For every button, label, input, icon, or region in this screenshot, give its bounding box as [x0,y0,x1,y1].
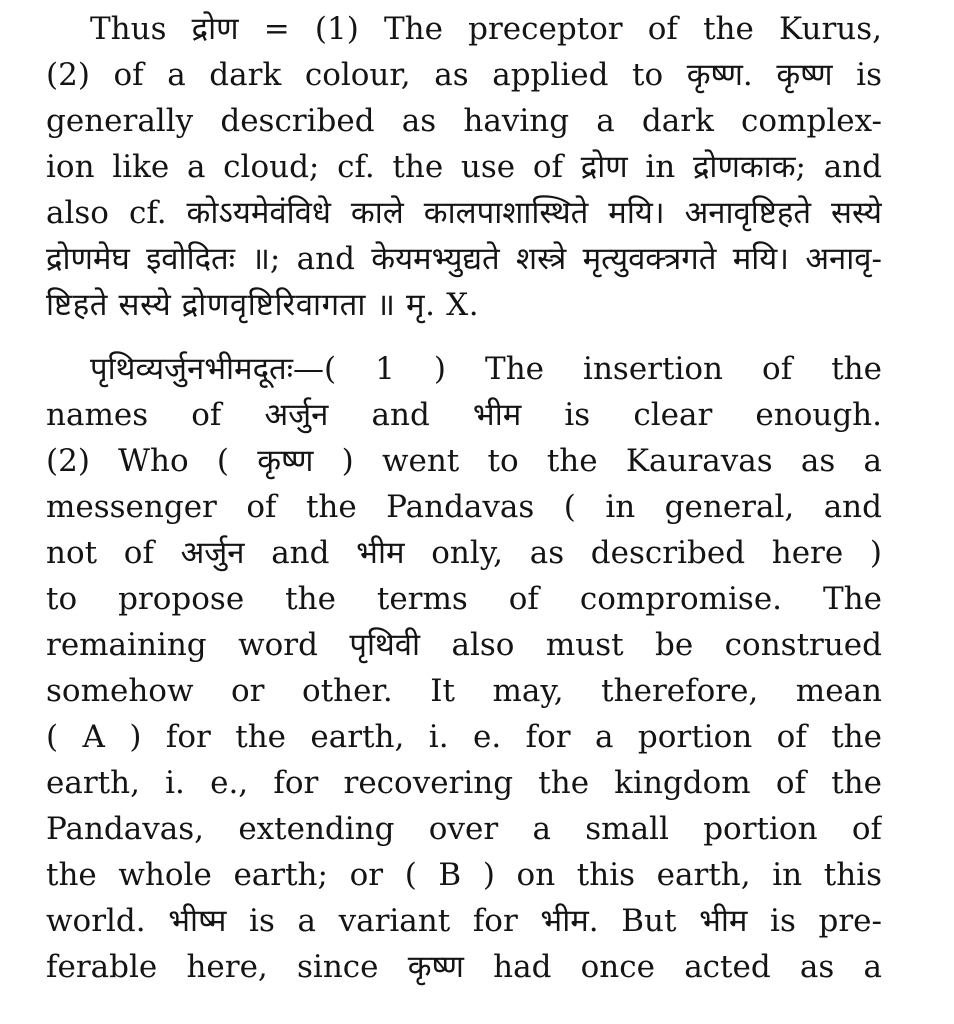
paragraph-2-line-11: Pandavas, extending over a small portion of [46,811,882,847]
paragraph-2-line-13: world. भीष्म is a variant for भीम. But भीम is pre- [46,903,882,939]
paragraph-1-line-1: Thus द्रोण = (1) The preceptor of the Kurus, [90,11,882,47]
paragraph-2-line-10: earth, i. e., for recovering the kingdom of the [46,765,882,801]
paragraph-1-line-4: ion like a cloud; cf. the use of द्रोण in द्रोणकाक; and [46,149,882,185]
paragraph-2-line-14: ferable here, since कृष्ण had once acted as a [46,949,882,985]
paragraph-1-line-7 [46,282,882,328]
paragraph-1-line-7-text: ष्टिहते सस्ये द्रोणवृष्टिरिवागता ॥ मृ. X. [46,287,480,323]
paragraph-1-line-3: generally described as having a dark complex- [46,103,882,139]
paragraph-1-line-5: also cf. कोऽयमेवंविधे काले कालपाशास्थिते मयि। अनावृष्टिहते सस्ये [46,195,882,231]
paragraph-2-line-6: to propose the terms of compromise. The [46,581,882,617]
paragraph-1-line-2: (2) of a dark colour, as applied to कृष्ण. कृष्ण is [46,57,882,93]
paragraph-2-line-9: ( A ) for the earth, i. e. for a portion of the [46,719,882,755]
paragraph-2-line-12: the whole earth; or ( B ) on this earth, in this [46,857,882,893]
paragraph-2-line-7: remaining word पृथिवी also must be construed [46,627,882,663]
paragraph-2-line-8: somehow or other. It may, therefore, mean [46,673,882,709]
paragraph-2-line-5: not of अर्जुन and भीम only, as described here ) [46,535,882,571]
paragraph-2-line-2: names of अर्जुन and भीम is clear enough. [46,397,882,433]
paragraph-1-line-6: द्रोणमेघ इवोदितः ॥; and केयमभ्युद्यते शस्त्रे मृत्युवक्त्रगते मयि। अनावृ- [46,241,882,277]
paragraph-2-line-4: messenger of the Pandavas ( in general, and [46,489,882,525]
paragraph-2-line-3: (2) Who ( कृष्ण ) went to the Kauravas as a [46,443,882,479]
paragraph-2-line-1: पृथिव्यर्जुनभीमदूतः—( 1 ) The insertion of the [90,351,882,387]
